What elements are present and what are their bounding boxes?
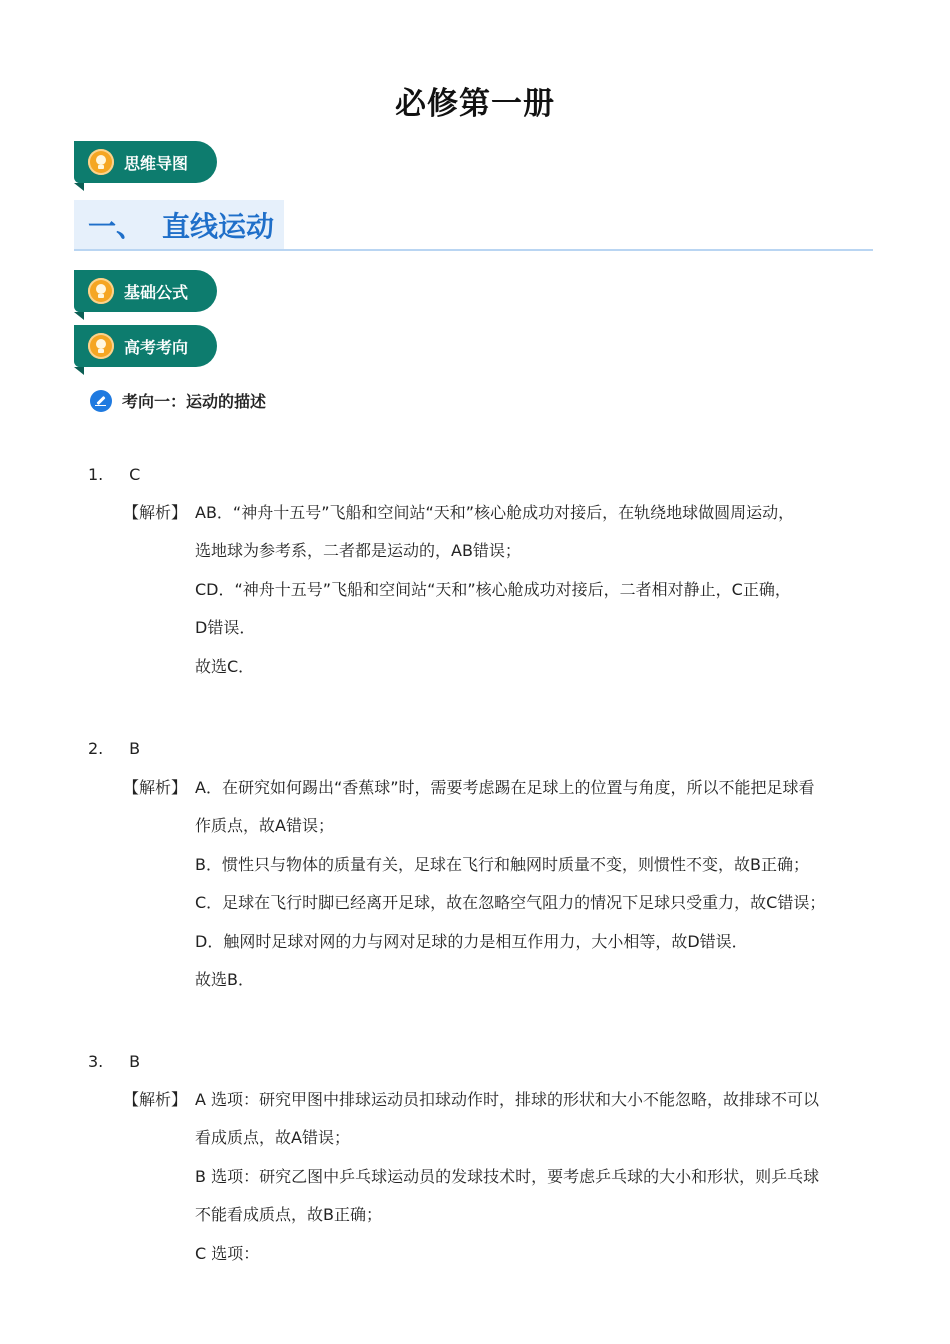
analysis-line: A．在研究如何踢出“香蕉球”时，需要考虑踢在足球上的位置与角度，所以不能把足球看: [195, 778, 815, 797]
analysis-line: B 选项：研究乙图中乒乓球运动员的发球技术时，要考虑乒乓球的大小和形状，则乒乓球: [195, 1166, 820, 1186]
question-number: 1.: [88, 465, 104, 484]
analysis-line: B．惯性只与物体的质量有关，足球在飞行和触网时质量不变，则惯性不变，故B正确；: [195, 854, 809, 874]
tag-basic-formula: [74, 270, 217, 312]
lightbulb-icon: [88, 278, 114, 304]
analysis-line: AB．“神舟十五号”飞船和空间站“天和”核心舱成功对接后，在轨绕地球做圆周运动，: [195, 503, 795, 522]
topic-title: 考向一：运动的描述: [122, 392, 267, 411]
topic-heading: [90, 389, 266, 412]
question-2-header: [88, 739, 140, 758]
analysis-line: C 选项：: [195, 1243, 260, 1263]
question-3-header: [88, 1052, 140, 1071]
analysis-label: 【解析】: [123, 503, 188, 522]
tag-exam-direction: [74, 325, 217, 367]
chapter-heading: [74, 200, 284, 250]
question-number: 3.: [88, 1052, 104, 1071]
document-title: 必修第一册: [395, 86, 555, 122]
question-1-analysis: [123, 494, 868, 686]
analysis-label: 【解析】: [123, 778, 188, 797]
analysis-line: C．足球在飞行时脚已经离开足球，故在忽略空气阻力的情况下足球只受重力，故C错误；: [195, 893, 826, 913]
analysis-line: D．触网时足球对网的力与网对足球的力是相互作用力，大小相等，故D错误．: [195, 931, 748, 951]
tag-label: 基础公式: [124, 282, 189, 302]
analysis-label: 【解析】: [123, 1090, 188, 1109]
lightbulb-icon: [88, 333, 114, 359]
question-answer: B: [129, 1052, 141, 1071]
analysis-line: D错误．: [195, 618, 256, 638]
question-1-header: [88, 465, 140, 484]
question-3-analysis: [123, 1081, 868, 1273]
analysis-line: 看成质点，故A错误；: [195, 1128, 350, 1148]
analysis-line: A 选项：研究甲图中排球运动员扣球动作时，排球的形状和大小不能忽略，故排球不可以: [195, 1090, 820, 1109]
tag-mind-map: [74, 141, 217, 183]
chapter-divider: [74, 249, 873, 251]
tag-label: 高考考向: [124, 337, 189, 357]
question-answer: B: [129, 739, 141, 758]
analysis-line: 作质点，故A错误；: [195, 816, 334, 836]
analysis-line: 选地球为参考系，二者都是运动的，AB错误；: [195, 541, 521, 561]
chapter-title: 直线运动: [162, 210, 275, 243]
analysis-line: CD．“神舟十五号”飞船和空间站“天和”核心舱成功对接后，二者相对静止，C正确，: [195, 579, 791, 599]
analysis-line: 不能看成质点，故B正确；: [195, 1205, 382, 1225]
question-answer: C: [129, 465, 141, 484]
lightbulb-icon: [88, 149, 114, 175]
question-2-analysis: [123, 769, 868, 999]
analysis-line: 故选B．: [195, 970, 254, 990]
chapter-number: 一、: [88, 210, 145, 243]
analysis-line: 故选C．: [195, 656, 255, 676]
tag-label: 思维导图: [124, 153, 189, 173]
question-number: 2.: [88, 739, 104, 758]
pencil-icon: [90, 390, 112, 412]
